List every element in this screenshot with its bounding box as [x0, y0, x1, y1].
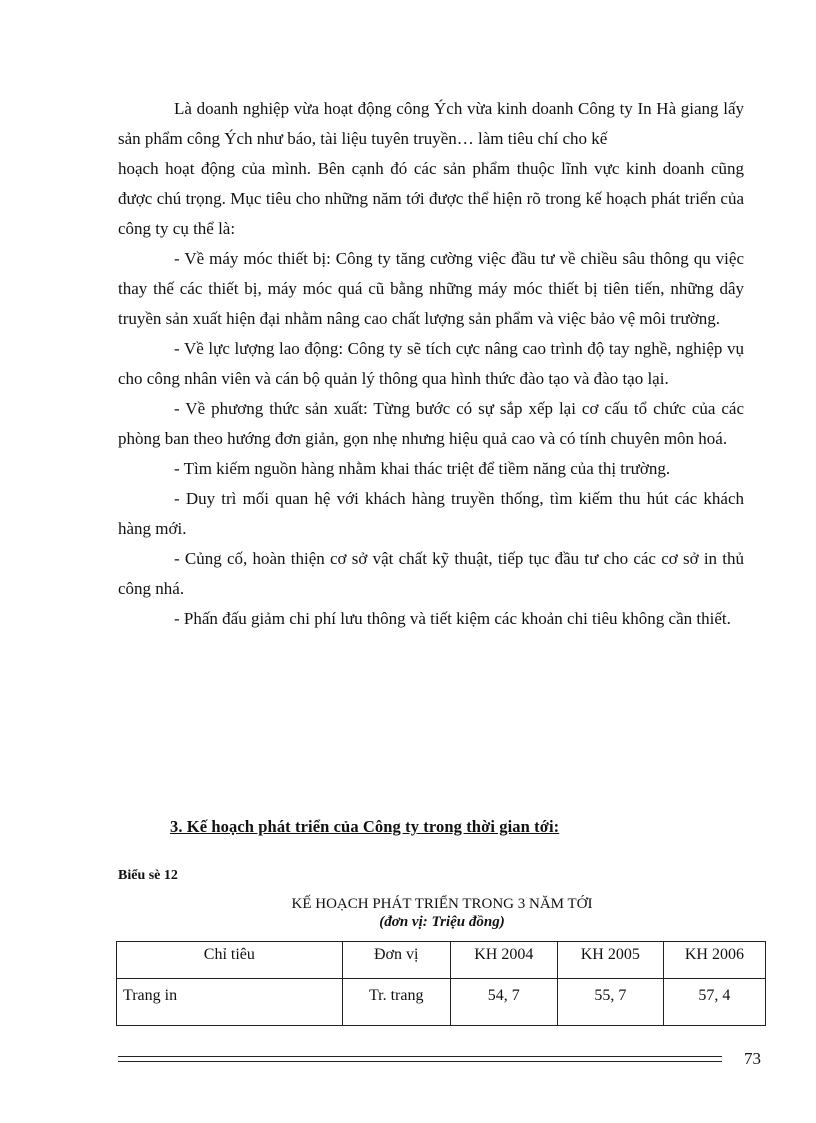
- development-plan-table: [116, 941, 766, 1026]
- table-row: [117, 979, 766, 1026]
- table-unit: (đơn vị: Triệu đồng): [379, 914, 505, 930]
- cell-unit: Tr. trang: [342, 979, 450, 1026]
- paragraph-9: - Phấn đấu giảm chi phí lưu thông và tiết kiệm các khoản chi tiêu không cần thiết.: [174, 609, 731, 628]
- table-caption: Biểu sè 12: [118, 868, 178, 883]
- cell-kh-2005: 55, 7: [557, 979, 663, 1026]
- header-indicator: Chỉ tiêu: [117, 942, 343, 979]
- cell-indicator: Trang in: [117, 979, 343, 1026]
- paragraph-5: - Về phương thức sản xuất: Từng bước có sự sắp xếp lại cơ cấu tổ chức của các phòng ban theo hướng đơn giản, gọn nhẹ nhưng hiệu quả cao và có tính chuyên môn hoá.: [118, 399, 744, 448]
- section-heading: 3. Kế hoạch phát triển của Công ty trong thời gian tới:: [170, 817, 560, 836]
- table-header-row: [117, 942, 766, 979]
- paragraph-3: - Về máy móc thiết bị: Công ty tăng cường việc đầu tư về chiều sâu thông qu việc thay thế các thiết bị, máy móc quá cũ bằng những máy móc thiết bị tiên tiến, những dây truyền sản xuất hiện đại nhằm nâng cao chất lượng sản phẩm và việc bảo vệ môi trường.: [118, 249, 744, 328]
- paragraph-7: - Duy trì mối quan hệ với khách hàng truyền thống, tìm kiếm thu hút các khách hàng mới.: [118, 489, 744, 538]
- page-number: 73: [744, 1049, 761, 1068]
- header-unit: Đơn vị: [342, 942, 450, 979]
- footer-rule: [118, 1056, 722, 1062]
- body-text: [118, 94, 744, 634]
- paragraph-8: - Củng cố, hoàn thiện cơ sở vật chất kỹ thuật, tiếp tục đầu tư cho các cơ sở in thủ công nhá.: [118, 549, 744, 598]
- cell-kh-2006: 57, 4: [663, 979, 765, 1026]
- header-kh-2005: KH 2005: [557, 942, 663, 979]
- header-kh-2004: KH 2004: [450, 942, 557, 979]
- cell-kh-2004: 54, 7: [450, 979, 557, 1026]
- paragraph-4: - Về lực lượng lao động: Công ty sẽ tích cực nâng cao trình độ tay nghề, nghiệp vụ cho công nhân viên và cán bộ quản lý thông qua hình thức đào tạo và đào tạo lại.: [118, 339, 744, 388]
- paragraph-6: - Tìm kiếm nguồn hàng nhằm khai thác triệt để tiềm năng của thị trường.: [174, 459, 671, 478]
- paragraph-2: hoạch hoạt động của mình. Bên cạnh đó các sản phẩm thuộc lĩnh vực kinh doanh cũng được chú trọng. Mục tiêu cho những năm tới được thể hiện rõ trong kế hoạch phát triển của công ty cụ thể là:: [118, 159, 744, 238]
- header-kh-2006: KH 2006: [663, 942, 765, 979]
- paragraph-1: Là doanh nghiệp vừa hoạt động công Ých vừa kinh doanh Công ty In Hà giang lấy sản phẩm công Ých như báo, tài liệu tuyên truyền… làm tiêu chí cho kế: [118, 99, 744, 148]
- table-title: KẾ HOẠCH PHÁT TRIỂN TRONG 3 NĂM TỚI: [291, 896, 593, 912]
